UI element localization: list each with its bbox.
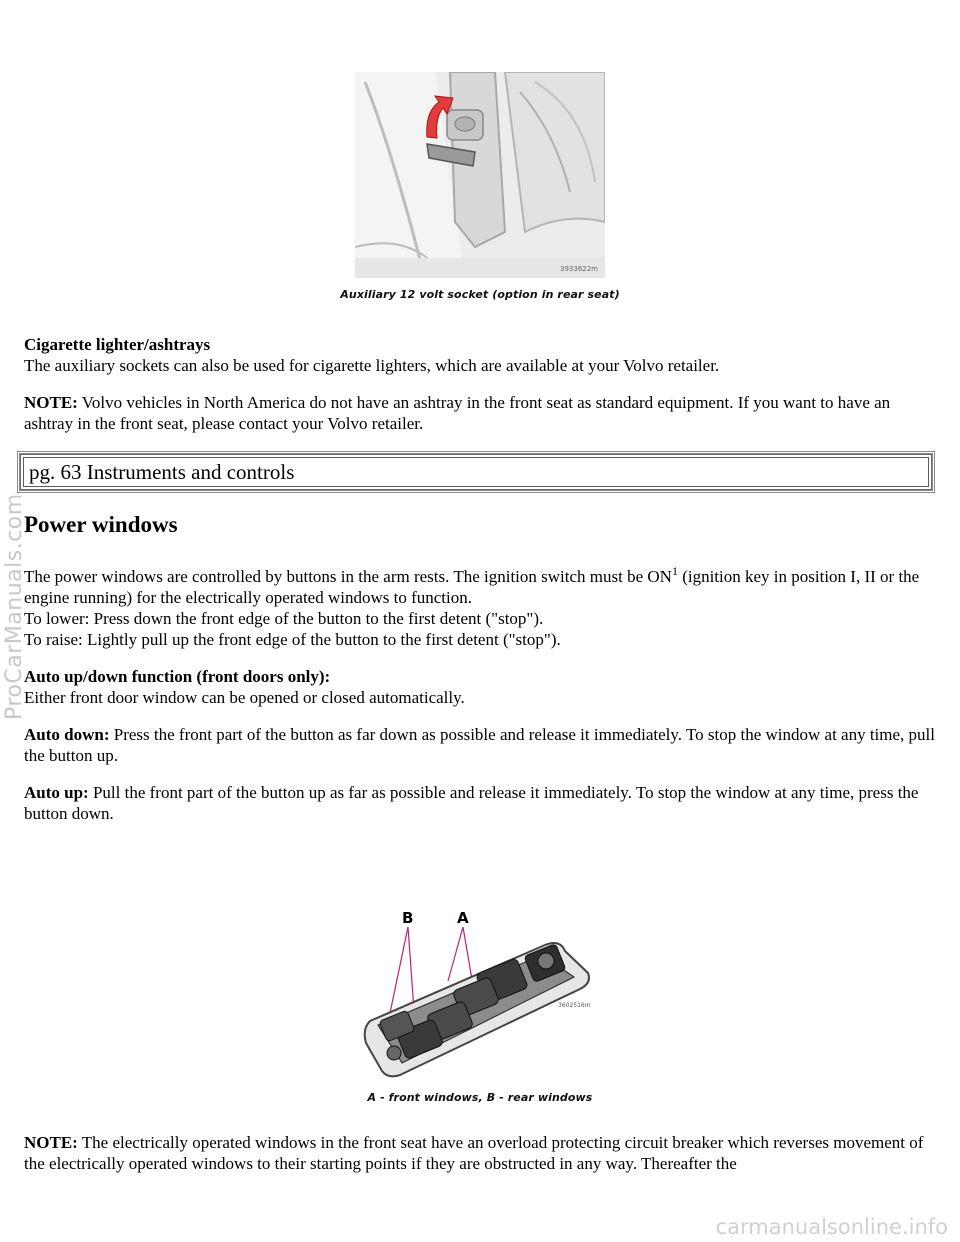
footnote-ref: 1: [671, 564, 678, 578]
page-section-label: pg. 63 Instruments and controls: [29, 460, 295, 484]
label-b: B: [402, 909, 414, 927]
figure2-caption: A - front windows, B - rear windows: [367, 1091, 593, 1104]
window-switch-panel-illustration: [360, 903, 600, 1081]
figure1-caption: Auxiliary 12 volt socket (option in rear seat): [340, 288, 620, 301]
intro-text-a: The power windows are controlled by buttons in the arm rests. The ignition switch must be ON: [24, 567, 672, 586]
power-windows-section: [24, 566, 936, 824]
auto-down-text: Press the front part of the button as far down as possible and release it immediately. To stop the window at any time, pull the button up.: [24, 725, 935, 765]
ashtray-note: [24, 392, 936, 434]
note2-label: NOTE:: [24, 1133, 78, 1152]
figure-auxiliary-socket: [0, 72, 960, 305]
cigarette-lighter-section: [24, 334, 936, 434]
watermark-procarmanuals: ProCarManuals.com: [2, 493, 27, 720]
note-label: NOTE:: [24, 393, 78, 412]
auto-up-text: Pull the front part of the button up as far as possible and release it immediately. To stop the window at any time, press the button down.: [24, 783, 919, 823]
figure2-code: 3602516m: [558, 1002, 591, 1009]
intro-text-b: (ignition key in position I, II or the engine running) for the electrically operated windows to function.: [24, 567, 920, 607]
label-a: A: [457, 909, 469, 927]
auto-up-paragraph: [24, 782, 936, 824]
power-windows-title: Power windows: [24, 512, 178, 537]
page-section-header: [20, 454, 932, 490]
power-windows-intro: [24, 566, 936, 608]
auto-function-heading: Auto up/down function (front doors only):: [24, 667, 331, 686]
cigarette-lighter-heading: Cigarette lighter/ashtrays: [24, 335, 211, 354]
figure-window-switches: [0, 903, 960, 1108]
circuit-breaker-note: [24, 1132, 936, 1174]
watermark-carmanualsonline: carmanualsonline.info: [715, 1215, 948, 1239]
cigarette-lighter-body: The auxiliary sockets can also be used for cigarette lighters, which are available at your Volvo retailer.: [24, 356, 720, 375]
raise-instruction: To raise: Lightly pull up the front edge of the button to the first detent ("stop").: [24, 630, 561, 649]
auto-up-label: Auto up:: [24, 783, 89, 802]
note-text: Volvo vehicles in North America do not have an ashtray in the front seat as standard equipment. If you want to have an ashtray in the front seat, please contact your Volvo retailer.: [24, 393, 891, 433]
figure1-code: 3933622m: [560, 265, 598, 273]
auto-down-paragraph: [24, 724, 936, 766]
note2-text: The electrically operated windows in the front seat have an overload protecting circuit breaker which reverses movement of the electrically operated windows to their starting points if they are obstructed in any way. Thereafter the: [24, 1133, 924, 1173]
auto-function-body: Either front door window can be opened or closed automatically.: [24, 688, 465, 707]
lower-instruction: To lower: Press down the front edge of the button to the first detent ("stop").: [24, 609, 544, 628]
auxiliary-socket-illustration: [355, 72, 605, 278]
auto-down-label: Auto down:: [24, 725, 110, 744]
